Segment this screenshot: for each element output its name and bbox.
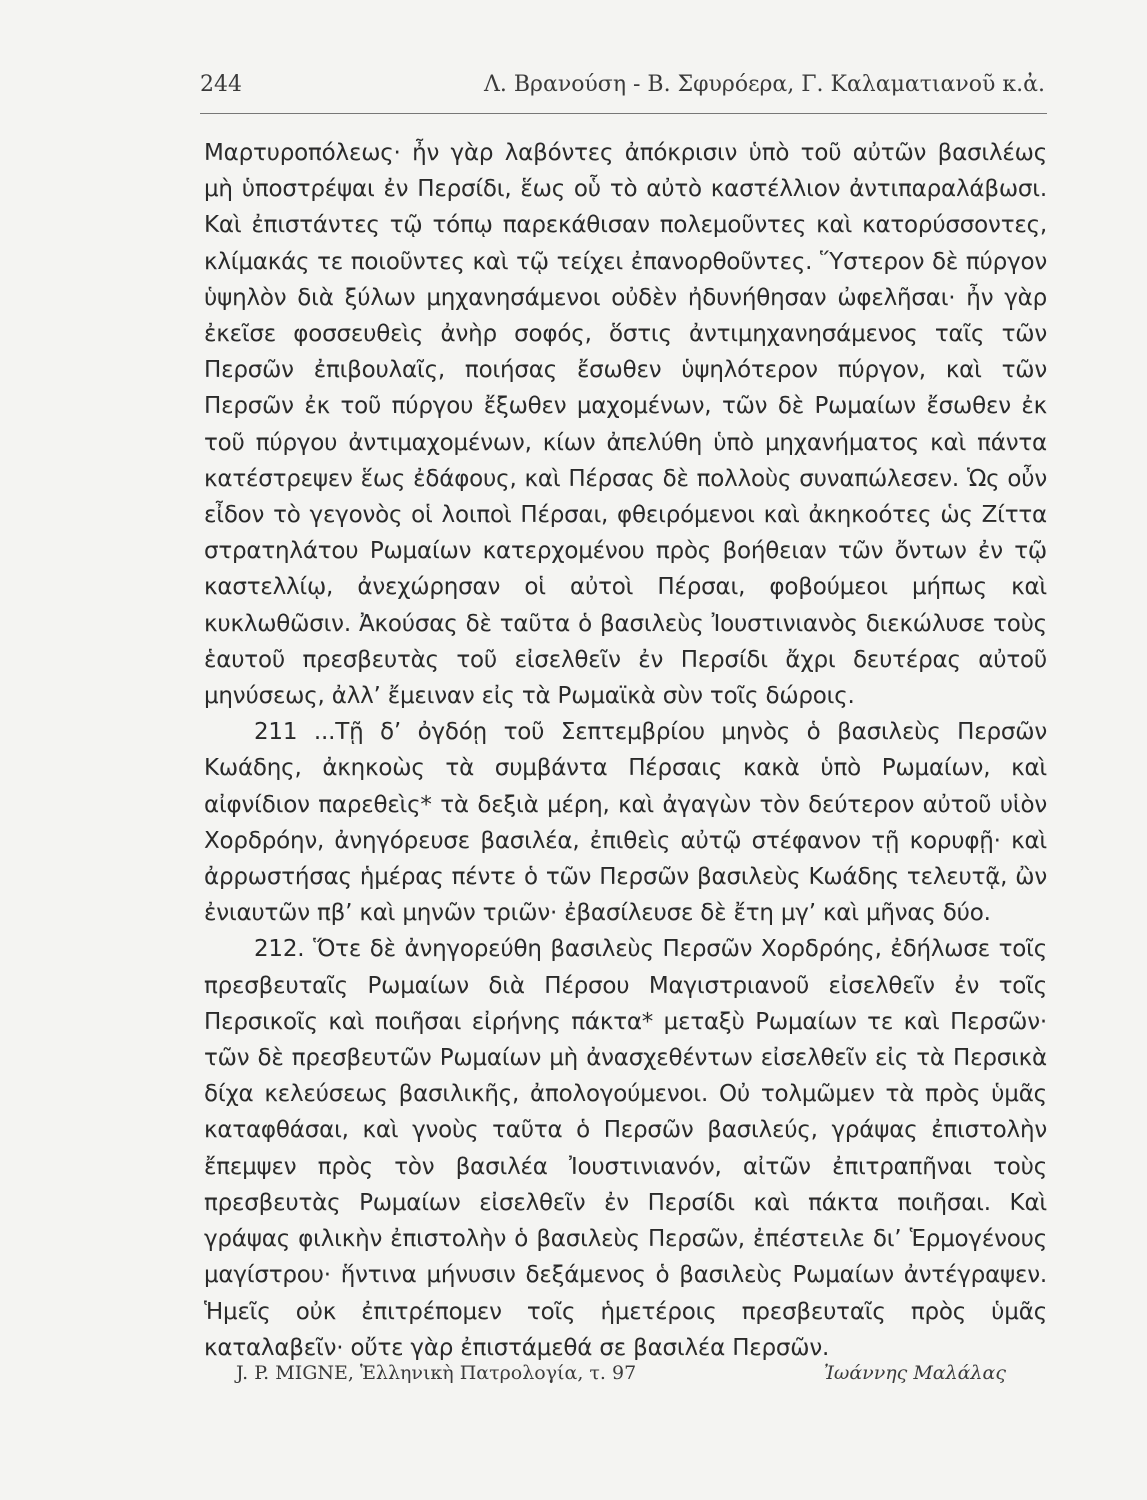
page-number: 244 <box>200 72 242 97</box>
running-head: Λ. Βρανούση - Β. Σφυρόερα, Γ. Καλαματιανοῦ κ.ἀ. <box>483 72 1045 97</box>
body-text <box>204 135 1047 1366</box>
footer-source: J. P. MIGNE, Ἑλληνικὴ Πατρολογία, τ. 97 <box>236 1362 637 1384</box>
paragraph-1: Μαρτυροπόλεως· ἦν γὰρ λαβόντες ἀπόκρισιν ὑπὸ τοῦ αὐτῶν βασιλέως μὴ ὑποστρέψαι ἐν Περσίδι, ἕως οὗ τὸ αὐτὸ καστέλλιον ἀντιπαραλάβωσι. Καὶ ἐπιστάντες τῷ τόπῳ παρεκάθισαν πολεμοῦντες καὶ κατορύσσοντες, κλίμακάς τε ποιοῦντες καὶ τῷ τείχει ἐπανορθοῦντες. Ὕστερον δὲ πύργον ὑψηλὸν διὰ ξύλων μηχανησάμενοι οὐδὲν ἠδυνήθησαν ὠφελῆσαι· ἦν γὰρ ἐκεῖσε φοσσευθεὶς ἀνὴρ σοφός, ὅστις ἀντιμηχανησάμενος ταῖς τῶν Περσῶν ἐπιβουλαῖς, ποιήσας ἔσωθεν ὑψηλότερον πύργον, καὶ τῶν Περσῶν ἐκ τοῦ πύργου ἔξωθεν μαχομένων, τῶν δὲ Ρωμαίων ἔσωθεν ἐκ τοῦ πύργου ἀντιμαχομένων, κίων ἀπελύθη ὑπὸ μηχανήματος καὶ πάντα κατέστρεψεν ἕως ἐδάφους, καὶ Πέρσας δὲ πολλοὺς συναπώλεσεν. Ὡς οὖν εἶδον τὸ γεγονὸς οἱ λοιποὶ Πέρσαι, φθειρόμενοι καὶ ἀκηκοότες ὡς Ζίττα στρατηλάτου Ρωμαίων κατερχομένου πρὸς βοήθειαν τῶν ὄντων ἐν τῷ καστελλίῳ, ἀνεχώρησαν οἱ αὐτοὶ Πέρσαι, φοβούμεοι μήπως καὶ κυκλωθῶσιν. Ἀκούσας δὲ ταῦτα ὁ βασιλεὺς Ἰουστινιανὸς διεκώλυσε τοὺς ἑαυτοῦ πρεσβευτὰς τοῦ εἰσελθεῖν ἐν Περσίδι ἄχρι δευτέρας αὐτοῦ μηνύσεως, ἀλλ’ ἔμειναν εἰς τὰ Ρωμαϊκὰ σὺν τοῖς δώροις. <box>204 140 1047 710</box>
header-rule <box>200 113 1047 114</box>
footer-author: Ἰωάννης Μαλάλας <box>823 1362 1006 1384</box>
paragraph-211: 211 ...Τῇ δ’ ὀγδόῃ τοῦ Σεπτεμβρίου μηνὸς ὁ βασιλεὺς Περσῶν Κωάδης, ἀκηκοὼς τὰ συμβάντα Πέρσαις κακὰ ὑπὸ Ρωμαίων, καὶ αἰφνίδιον παρεθεὶς* τὰ δεξιὰ μέρη, καὶ ἀγαγὼν τὸν δεύτερον αὐτοῦ υἱὸν Χορδρόην, ἀνηγόρευσε βασιλέα, ἐπιθεὶς αὐτῷ στέφανον τῇ κορυφῇ· καὶ ἀρρωστήσας ἡμέρας πέντε ὁ τῶν Περσῶν βασιλεὺς Κωάδης τελευτᾷ, ὢν ἐνιαυτῶν πβ’ καὶ μηνῶν τριῶν· ἐβασίλευσε δὲ ἔτη μγ’ καὶ μῆνας δύο. <box>204 719 1047 927</box>
page-header <box>200 72 1045 112</box>
page-footer <box>236 1362 1006 1392</box>
paragraph-212: 212. Ὅτε δὲ ἀνηγορεύθη βασιλεὺς Περσῶν Χορδρόης, ἐδήλωσε τοῖς πρεσβευταῖς Ρωμαίων διὰ Πέρσου Μαγιστριανοῦ εἰσελθεῖν ἐν τοῖς Περσικοῖς καὶ ποιῆσαι εἰρήνης πάκτα* μεταξὺ Ρωμαίων τε καὶ Περσῶν· τῶν δὲ πρεσβευτῶν Ρωμαίων μὴ ἀνασχεθέντων εἰσελθεῖν εἰς τὰ Περσικὰ δίχα κελεύσεως βασιλικῆς, ἀπολογούμενοι. Οὐ τολμῶμεν τὰ πρὸς ὑμᾶς καταφθάσαι, καὶ γνοὺς ταῦτα ὁ Περσῶν βασιλεύς, γράψας ἐπιστολὴν ἔπεμψεν πρὸς τὸν βασιλέα Ἰουστινιανόν, αἰτῶν ἐπιτραπῆναι τοὺς πρεσβευτὰς Ρωμαίων εἰσελθεῖν ἐν Περσίδι καὶ πάκτα ποιῆσαι. Καὶ γράψας φιλικὴν ἐπιστολὴν ὁ βασιλεὺς Περσῶν, ἐπέστειλε δι’ Ἑρμογένους μαγίστρου· ἥντινα μήνυσιν δεξάμενος ὁ βασιλεὺς Ρωμαίων ἀντέγραψεν. Ἡμεῖς οὐκ ἐπιτρέπομεν τοῖς ἡμετέροις πρεσβευταῖς πρὸς ὑμᾶς καταλαβεῖν· οὔτε γὰρ ἐπιστάμεθά σε βασιλέα Περσῶν. <box>204 936 1047 1361</box>
